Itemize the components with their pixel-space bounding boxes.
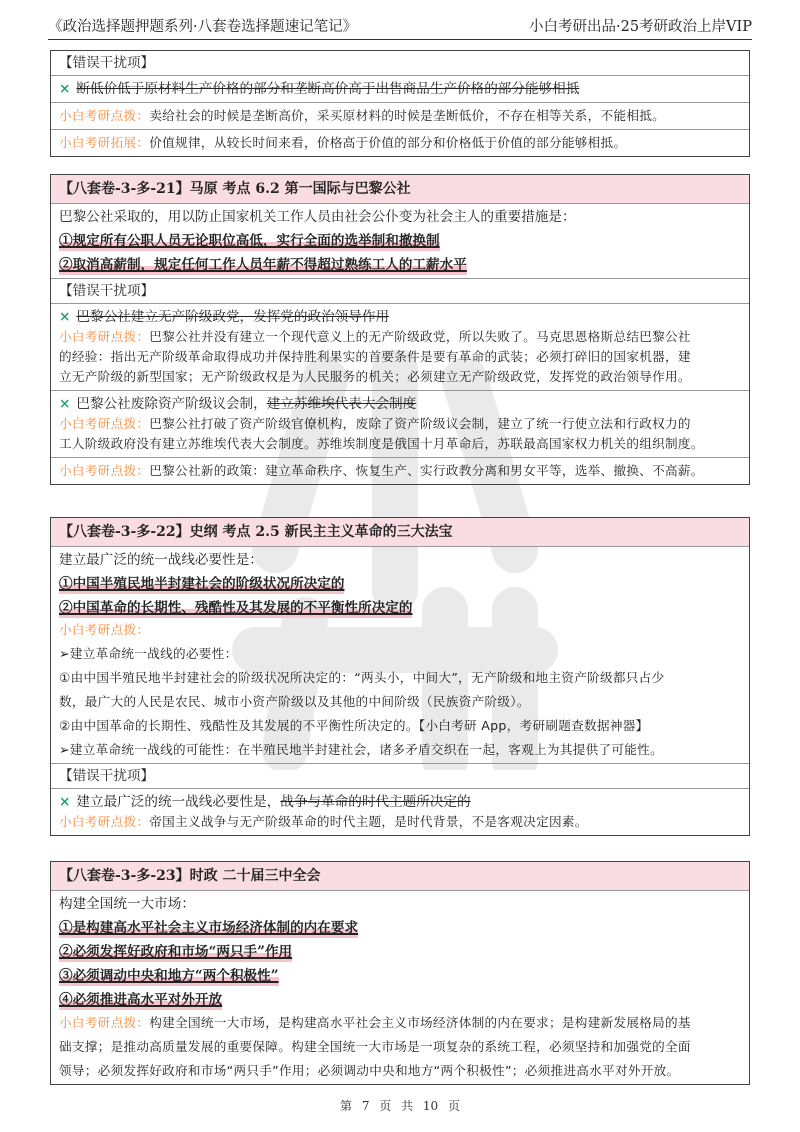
tip-text-line: 立无产阶级的新型国家；无产阶级政权是为人民服务的机关；必须建立无产阶级政党，发挥党的政治领导作用。	[59, 369, 691, 384]
correct-answer-1: ①是构建高水平社会主义市场经济体制的内在要求	[59, 920, 359, 936]
tip-text-line: 础支撑；是推动高质量发展的重要保障。构建全国统一大市场是一项复杂的系统工程，必须坚持和加强党的全面	[59, 1039, 691, 1054]
extension-label: 小白考研拓展：	[59, 135, 150, 150]
tip-label: 小白考研点拨：	[59, 329, 150, 344]
correct-answer-2: ②必须发挥好政府和市场“两只手”作用	[59, 944, 293, 960]
question-title: 【八套卷-3-多-23】时政 二十届三中全会	[51, 862, 749, 891]
question-body	[51, 891, 749, 1084]
error-options-heading: 【错误干扰项】	[51, 279, 749, 304]
tip-text-line: 巴黎公社打破了资产阶级官僚机构，废除了资产阶级议会制，建立了统一行使立法和行政权力的	[149, 416, 691, 431]
tip-label: 小白考研点拨：	[59, 814, 150, 829]
tip-label: 小白考研点拨：	[59, 1015, 150, 1030]
note-line: ➢建立革命统一战线的必要性：	[59, 646, 238, 661]
tip-label: 小白考研点拨：	[59, 463, 150, 478]
question-stem: 构建全国统一大市场：	[59, 896, 195, 912]
wrong-mark-icon: ×	[59, 396, 71, 412]
correct-answer-4: ④必须推进高水平对外开放	[59, 992, 223, 1008]
extension-row	[51, 130, 749, 156]
wrong-mark-icon: ×	[59, 794, 71, 810]
question-block-23	[50, 861, 750, 1085]
header-right-title: 小白考研出品·25考研政治上岸VIP	[528, 19, 752, 35]
wrong-option-text: 断低价低于原材料生产价格的部分和垄断高价高于出售商品生产价格的部分能够相抵	[76, 81, 580, 97]
note-line: 数，最广大的人民是农民、城市小资产阶级以及其他的中间阶级（民族资产阶级）。	[59, 694, 530, 709]
tip-row	[51, 458, 749, 484]
wrong-option-text: 战争与革命的时代主题所决定的	[280, 794, 471, 810]
question-title: 【八套卷-3-多-21】马原 考点 6.2 第一国际与巴黎公社	[51, 175, 749, 204]
tip-text-line: 工人阶级政府没有建立苏维埃代表大会制度。苏维埃制度是俄国十月革命后，苏联最高国家权力机关的组织制度。	[59, 436, 704, 451]
tip-text-line: 构建全国统一大市场，是构建高水平社会主义市场经济体制的内在要求；是构建新发展格局的基	[149, 1015, 691, 1030]
question-title: 【八套卷-3-多-22】史纲 考点 2.5 新民主主义革命的三大法宝	[51, 518, 749, 547]
tip-text-line: 领导；必须发挥好政府和市场“两只手”作用；必须调动中央和地方“两个积极性”；必须推进高水平对外开放。	[59, 1063, 680, 1078]
wrong-option-prefix: 建立最广泛的统一战线必要性是，	[76, 794, 281, 810]
correct-answer-1: ①规定所有公职人员无论职位高低，实行全面的选举制和撤换制	[59, 233, 440, 249]
correct-answer-2: ②中国革命的长期性、残酷性及其发展的不平衡性所决定的	[59, 600, 413, 616]
note-line: ➢建立革命统一战线的可能性：在半殖民地半封建社会，诸多矛盾交织在一起，客观上为其提供了可能性。	[59, 742, 663, 757]
wrong-option-1	[51, 304, 749, 391]
question-body	[51, 204, 749, 279]
wrong-mark-icon: ×	[59, 309, 71, 325]
correct-answer-3: ③必须调动中央和地方“两个积极性”	[59, 968, 279, 984]
wrong-option-text: 建立苏维埃代表大会制度	[266, 396, 417, 412]
page-footer: 第 7 页 共 10 页	[340, 1099, 460, 1113]
error-options-heading: 【错误干扰项】	[51, 764, 749, 789]
wrong-option-2	[51, 391, 749, 458]
note-line: ②由中国革命的长期性、残酷性及其发展的不平衡性所决定的。【小白考研 App，考研刷题查数据神器】	[59, 718, 649, 733]
question-block-continued	[50, 50, 750, 157]
question-block-22	[50, 517, 750, 836]
correct-answer-2: ②取消高薪制，规定任何工作人员年薪不得超过熟练工人的工薪水平	[59, 257, 467, 273]
question-stem: 巴黎公社采取的，用以防止国家机关工作人员由社会公仆变为社会主人的重要措施是：	[59, 209, 576, 225]
tip-text: 巴黎公社新的政策：建立革命秩序、恢复生产、实行政教分离和男女平等，选举、撤换、不高薪。	[149, 463, 704, 478]
question-stem: 建立最广泛的统一战线必要性是：	[59, 552, 263, 568]
page-header	[48, 14, 752, 40]
wrong-mark-icon: ×	[59, 81, 71, 97]
extension-text: 价值规律，从较长时间来看，价格高于价值的部分和价格低于价值的部分能够相抵。	[149, 135, 627, 150]
note-line: ①由中国半殖民地半封建社会的阶级状况所决定的：“两头小，中间大”，无产阶级和地主资产阶级都只占少	[59, 670, 665, 685]
wrong-option-text: 巴黎公社建立无产阶级政党，发挥党的政治领导作用	[76, 309, 390, 325]
tip-label: 小白考研点拨：	[59, 416, 150, 431]
error-options-heading: 【错误干扰项】	[51, 51, 749, 76]
question-body	[51, 547, 749, 764]
tip-label: 小白考研点拨：	[59, 108, 150, 123]
wrong-option	[51, 789, 749, 835]
wrong-option-prefix: 巴黎公社废除资产阶级议会制，	[76, 396, 267, 412]
wrong-option	[51, 76, 749, 103]
question-block-21	[50, 174, 750, 485]
tip-text: 卖给社会的时候是垄断高价，采买原材料的时候是垄断低价，不存在相等关系，不能相抵。	[149, 108, 666, 123]
tip-text-line: 的经验：指出无产阶级革命取得成功并保持胜利果实的首要条件是要有革命的武装；必须打碎旧的国家机器，建	[59, 349, 691, 364]
tip-text: 帝国主义战争与无产阶级革命的时代主题，是时代背景，不是客观决定因素。	[149, 814, 588, 829]
correct-answer-1: ①中国半殖民地半封建社会的阶级状况所决定的	[59, 576, 345, 592]
tip-label: 小白考研点拨：	[59, 622, 150, 637]
tip-text-line: 巴黎公社并没有建立一个现代意义上的无产阶级政党，所以失败了。马克思恩格斯总结巴黎公社	[149, 329, 691, 344]
header-left-title: 《政治选择题押题系列·八套卷选择题速记笔记》	[48, 19, 358, 35]
tip-row	[51, 103, 749, 130]
